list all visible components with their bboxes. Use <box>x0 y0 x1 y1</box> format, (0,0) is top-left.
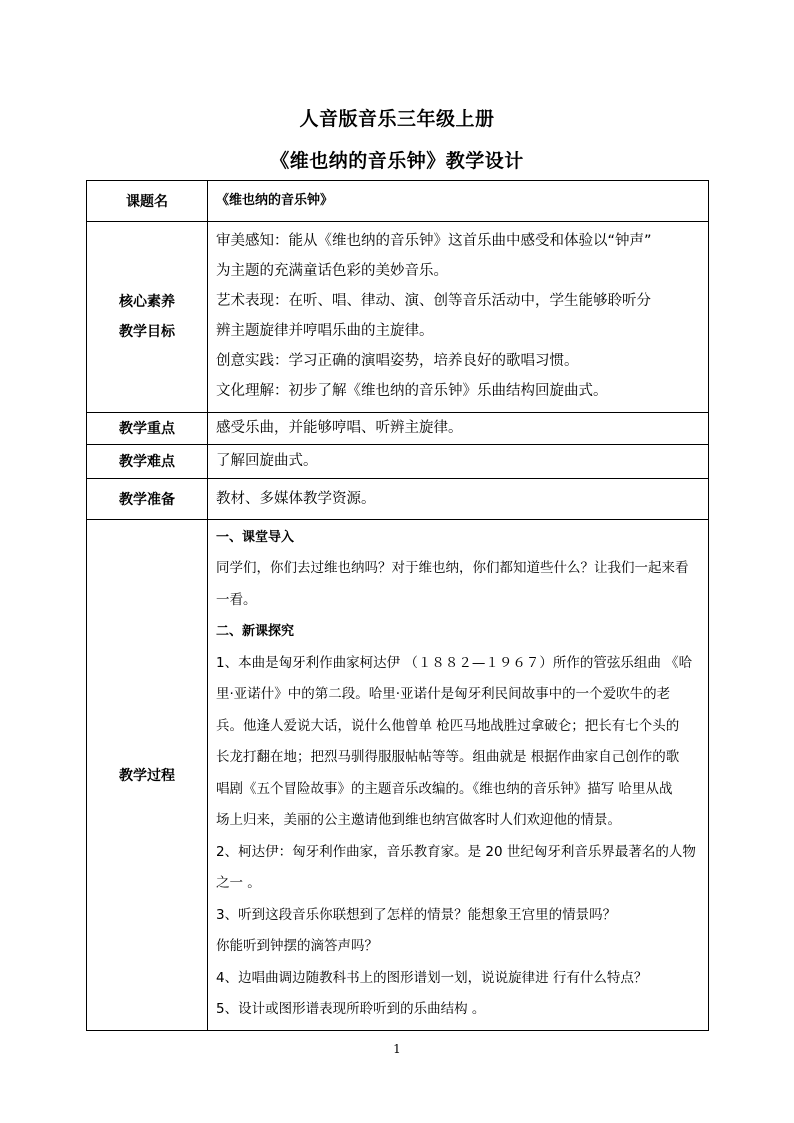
topic-value: 《维也纳的音乐钟》 <box>216 193 334 208</box>
objective-line: 艺术表现：在听、唱、律动、演、创等音乐活动中，学生能够聆听分 <box>216 292 651 309</box>
table-row-preparation <box>87 478 709 519</box>
table-row-key-points <box>87 412 709 444</box>
key-points-value: 感受乐曲，并能够哼唱、听辨主旋律。 <box>216 420 463 436</box>
preparation-label: 教学准备 <box>87 478 208 519</box>
process-line: 5、设计或图形谱表现所聆听到的乐曲结构 。 <box>216 1001 486 1017</box>
process-line: 1、本曲是匈牙利作曲家柯达伊 （１８８２—１９６７）所作的管弦乐组曲 《哈 <box>216 654 693 671</box>
objective-line: 文化理解：初步了解《维也纳的音乐钟》乐曲结构回旋曲式。 <box>216 382 608 399</box>
process-line: 2、柯达伊：匈牙利作曲家，音乐教育家。是 20 世纪匈牙利音乐界最著名的人物 <box>216 843 696 860</box>
key-points-label: 教学重点 <box>87 412 208 444</box>
process-line: 兵。他逢人爱说大话，说什么他曾单 枪匹马地战胜过拿破仑；把长有七个头的 <box>216 717 680 734</box>
process-line: 4、边唱曲调边随教科书上的图形谱划一划，说说旋律进 行有什么特点？ <box>216 969 648 986</box>
document-subtitle: 《维也纳的音乐钟》教学设计 <box>270 150 524 172</box>
table-row-process <box>87 519 709 1030</box>
objective-line: 为主题的充满童话色彩的美妙音乐。 <box>216 262 448 279</box>
key-points-value-cell <box>208 412 709 444</box>
table-row-objectives <box>87 221 709 412</box>
objectives-label-line1: 核心素养 <box>119 293 175 310</box>
process-line: 唱剧《五个冒险故事》的主题音乐改编的。《维也纳的音乐钟》描写 哈里从战 <box>216 780 673 797</box>
topic-label: 课题名 <box>87 181 208 222</box>
objective-line: 审美感知：能从《维也纳的音乐钟》这首乐曲中感受和体验以“钟声” <box>216 232 652 249</box>
section-heading: 二、新课探究 <box>216 624 295 639</box>
document-title: 人音版音乐三年级上册 <box>299 108 495 130</box>
topic-value-cell <box>208 181 709 222</box>
lesson-plan-table <box>86 180 709 1031</box>
difficulties-value-cell <box>208 444 709 478</box>
difficulties-value: 了解回旋曲式。 <box>216 453 318 469</box>
table-row-difficulties <box>87 444 709 478</box>
process-line: 长龙打翻在地；把烈马驯得服服帖帖等等。组曲就是 根据作曲家自己创作的歌 <box>216 749 680 765</box>
objectives-label-line2: 教学目标 <box>119 323 175 340</box>
preparation-value: 教材、多媒体教学资源。 <box>216 490 376 507</box>
objective-line: 辨主题旋律并哼唱乐曲的主旋律。 <box>216 322 434 339</box>
process-line: 场上归来，美丽的公主邀请他到维也纳宫做客时人们欢迎他的情景。 <box>216 812 621 828</box>
process-label: 教学过程 <box>87 519 208 1030</box>
objective-line: 创意实践：学习正确的演唱姿势，培养良好的歌唱习惯。 <box>216 352 579 369</box>
process-line: 你能听到钟摆的滴答声吗？ <box>216 938 378 954</box>
preparation-value-cell <box>208 478 709 519</box>
process-line: 之一 。 <box>216 875 261 891</box>
table-row-topic <box>87 181 709 222</box>
objectives-content <box>208 221 709 412</box>
process-line: 同学们，你们去过维也纳吗？对于维也纳，你们都知道些什么？让我们一起来看 <box>216 560 689 576</box>
process-line: 3、听到这段音乐你联想到了怎样的情景？能想象王宫里的情景吗？ <box>216 906 617 923</box>
difficulties-label: 教学难点 <box>87 444 208 478</box>
process-line: 一看。 <box>216 591 257 608</box>
section-heading: 一、课堂导入 <box>216 529 295 545</box>
process-content <box>208 519 709 1030</box>
objectives-label <box>87 221 208 412</box>
process-line: 里·亚诺什》中的第二段。哈里·亚诺什是匈牙利民间故事中的一个爱吹牛的老 <box>216 686 671 702</box>
page-number: 1 <box>393 1042 401 1056</box>
